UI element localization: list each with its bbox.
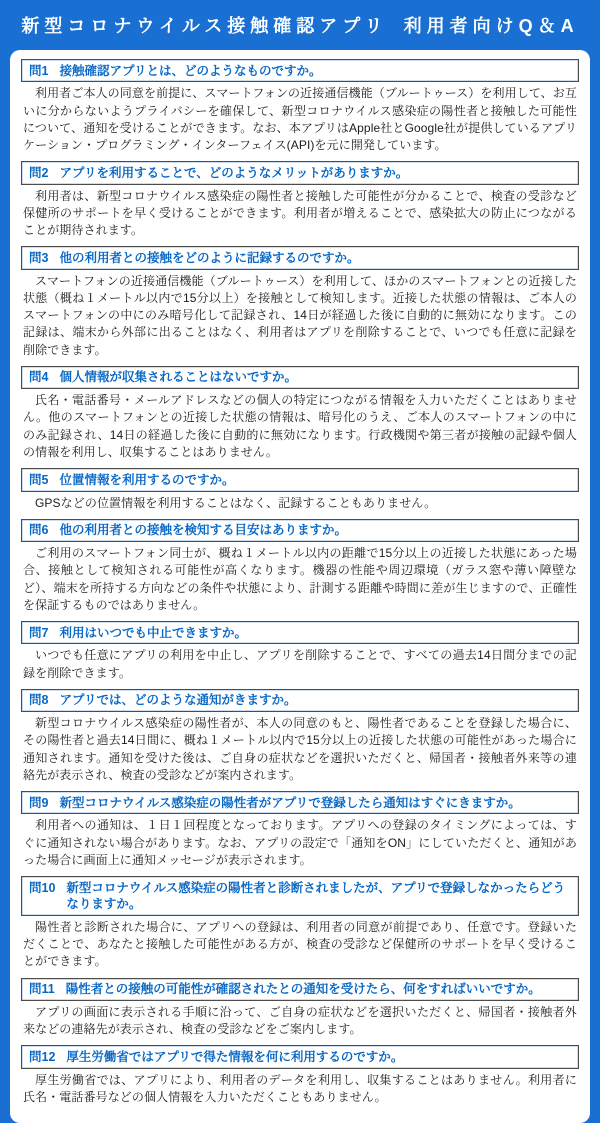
answer-text: 利用者は、新型コロナウイルス感染症の陽性者と接触した可能性が分かることで、検査の受診など保健所のサポートを早く受けることができます。利用者が増えることで、感染拡大の防止につながることが期待されます。 [23, 188, 577, 238]
page-title [21, 12, 578, 38]
qa-item [21, 59, 579, 154]
question-bar [21, 978, 579, 1001]
answer-text: GPSなどの位置情報を利用することはなく、記録することもありません。 [35, 495, 437, 510]
question-number: 問3 [29, 250, 49, 265]
answer-text: いつでも任意にアプリの利用を中止し、アプリを削除することで、すべての過去14日間分までの記録を削除できます。 [23, 648, 577, 680]
answer-text: 氏名・電話番号・メールアドレスなどの個人の特定につながる情報を入力いただくことはありません。他のスマートフォンとの近接した状態の情報は、暗号化のうえ、ご本人のスマートフォンの中にのみ記録され、14日の経過した後に自動的に無効になります。行政機関や第三者が接触の記録や個人の情報を利用し、収集することはありません。 [23, 393, 577, 459]
answer-text: 利用者への通知は、１日１回程度となっております。アプリへの登録のタイミングによっては、すぐに通知されない場合があります。なお、アプリの設定で「通知をON」にしていただくと、通知があった場合に画面上に通知メッセージが表示されます。 [23, 818, 577, 867]
question-text: 他の利用者との接触を検知する目安はありますか。 [59, 523, 347, 538]
qa-item [21, 161, 579, 239]
question-text: 新型コロナウイルス感染症の陽性者と診断されましたが、アプリで登録しなかったらどうなりますか。 [66, 880, 566, 911]
question-number: 問11 [29, 982, 55, 997]
question-text: 接触確認アプリとは、どのようなものですか。 [59, 63, 322, 78]
qa-panel [10, 50, 590, 1123]
question-number: 問8 [29, 693, 49, 708]
answer-text: 利用者ご本人の同意を前提に、スマートフォンの近接通信機能（ブルートゥース）を利用して、お互いに分からないようプライバシーを確保して、新型コロナウイルス感染症の陽性者と接触した可能性について、通知を受けることができます。なお、本アプリはApple社とGoogle社が提供しているアプリケーション・プログラミング・インターフェイス(API)を元に開発しています。 [23, 86, 577, 153]
question-text: 新型コロナウイルス感染症の陽性者がアプリで登録したら通知はすぐにきますか。 [59, 795, 521, 810]
question-text: 厚生労働省ではアプリで得た情報を何に利用するのですか。 [66, 1049, 404, 1064]
question-bar [21, 621, 579, 644]
question-number: 問9 [29, 795, 49, 810]
answer-text: ご利用のスマートフォン同士が、概ね１メートル以内の距離で15分以上の近接した状態にあった場合、接触として検知される可能性が高くなります。機器の性能や周辺環境（ガラス窓や薄い障壁など）、端末を所持する方向などの条件や状態により、計測する距離や時間に差が生じますので、正確性を保証するものではありません。 [23, 546, 577, 612]
qa-item [21, 876, 579, 970]
qa-item [21, 621, 579, 682]
qa-item [21, 246, 579, 359]
question-bar [21, 519, 579, 542]
question-bar [21, 366, 579, 389]
question-text: アプリを利用することで、どのようなメリットがありますか。 [59, 165, 409, 180]
answer-text: 陽性者と診断された場合に、アプリへの登録は、利用者の同意が前提であり、任意です。登録いただくことで、あなたと接触した可能性がある方が、検査の受診など保健所のサポートを早く受けることができます。 [23, 919, 577, 969]
question-text: 個人情報が収集されることはないですか。 [59, 370, 297, 385]
page-title-subtitle: 利用者向けQ＆A [403, 16, 579, 36]
question-text: 位置情報を利用するのですか。 [59, 472, 235, 487]
answer-text: 新型コロナウイルス感染症の陽性者が、本人の同意のもと、陽性者であることを登録した場合に、その陽性者と過去14日間に、概ね１メートル以内で15分以上の近接した状態の可能性があった場合に通知されます。通知を受けた後は、ご自身の症状などを選択いただくと、帰国者・接触者外来等の連絡先が表示され、検査の受診などが案内されます。 [23, 716, 577, 782]
question-text: 利用はいつでも中止できますか。 [59, 625, 247, 640]
question-bar [21, 876, 579, 916]
question-bar [21, 1045, 579, 1068]
question-text: 他の利用者との接触をどのように記録するのですか。 [59, 250, 360, 265]
question-bar [21, 468, 579, 491]
qa-item [21, 689, 579, 784]
question-text: アプリでは、どのような通知がきますか。 [59, 693, 297, 708]
question-bar [21, 246, 579, 269]
qa-item [21, 366, 579, 461]
answer-text: スマートフォンの近接通信機能（ブルートゥース）を利用して、ほかのスマートフォンとの近接した状態（概ね１メートル以内で15分以上）を接触として検知します。近接した状態の情報は、ご本人のスマートフォンの中にのみ暗号化して記録され、14日が経過した後に自動的に無効になります。この記録は、端末から外部に出ることはなく、利用者はアプリを削除することで、いつでも任意に記録を削除できます。 [23, 273, 577, 357]
answer-text: 厚生労働省では、アプリにより、利用者のデータを利用し、収集することはありません。利用者に氏名・電話番号などの個人情報を入力いただくこともありません。 [23, 1072, 577, 1104]
question-bar [21, 59, 579, 82]
question-number: 問5 [29, 472, 49, 487]
qa-item [21, 791, 579, 869]
page-title-app-name: 新型コロナウイルス接触確認アプリ [21, 16, 388, 36]
question-number: 問2 [29, 165, 49, 180]
question-number: 問10 [29, 880, 56, 895]
qa-item [21, 468, 579, 512]
question-number: 問12 [29, 1049, 56, 1064]
answer-text: アプリの画面に表示される手順に沿って、ご自身の症状などを選択いただくと、帰国者・接触者外来などの連絡先が表示され、検査の受診などをご案内します。 [23, 1004, 577, 1037]
qa-item [21, 519, 579, 614]
page-header [0, 0, 600, 50]
qa-item [21, 978, 579, 1039]
question-number: 問4 [29, 370, 49, 385]
question-number: 問1 [29, 63, 49, 78]
question-number: 問7 [29, 625, 49, 640]
question-text: 陽性者との接触の可能性が確認されたとの通知を受けたら、何をすればいいですか。 [65, 982, 541, 997]
question-bar [21, 791, 579, 814]
question-bar [21, 161, 579, 184]
question-bar [21, 689, 579, 712]
question-number: 問6 [29, 523, 49, 538]
qa-item [21, 1045, 579, 1106]
